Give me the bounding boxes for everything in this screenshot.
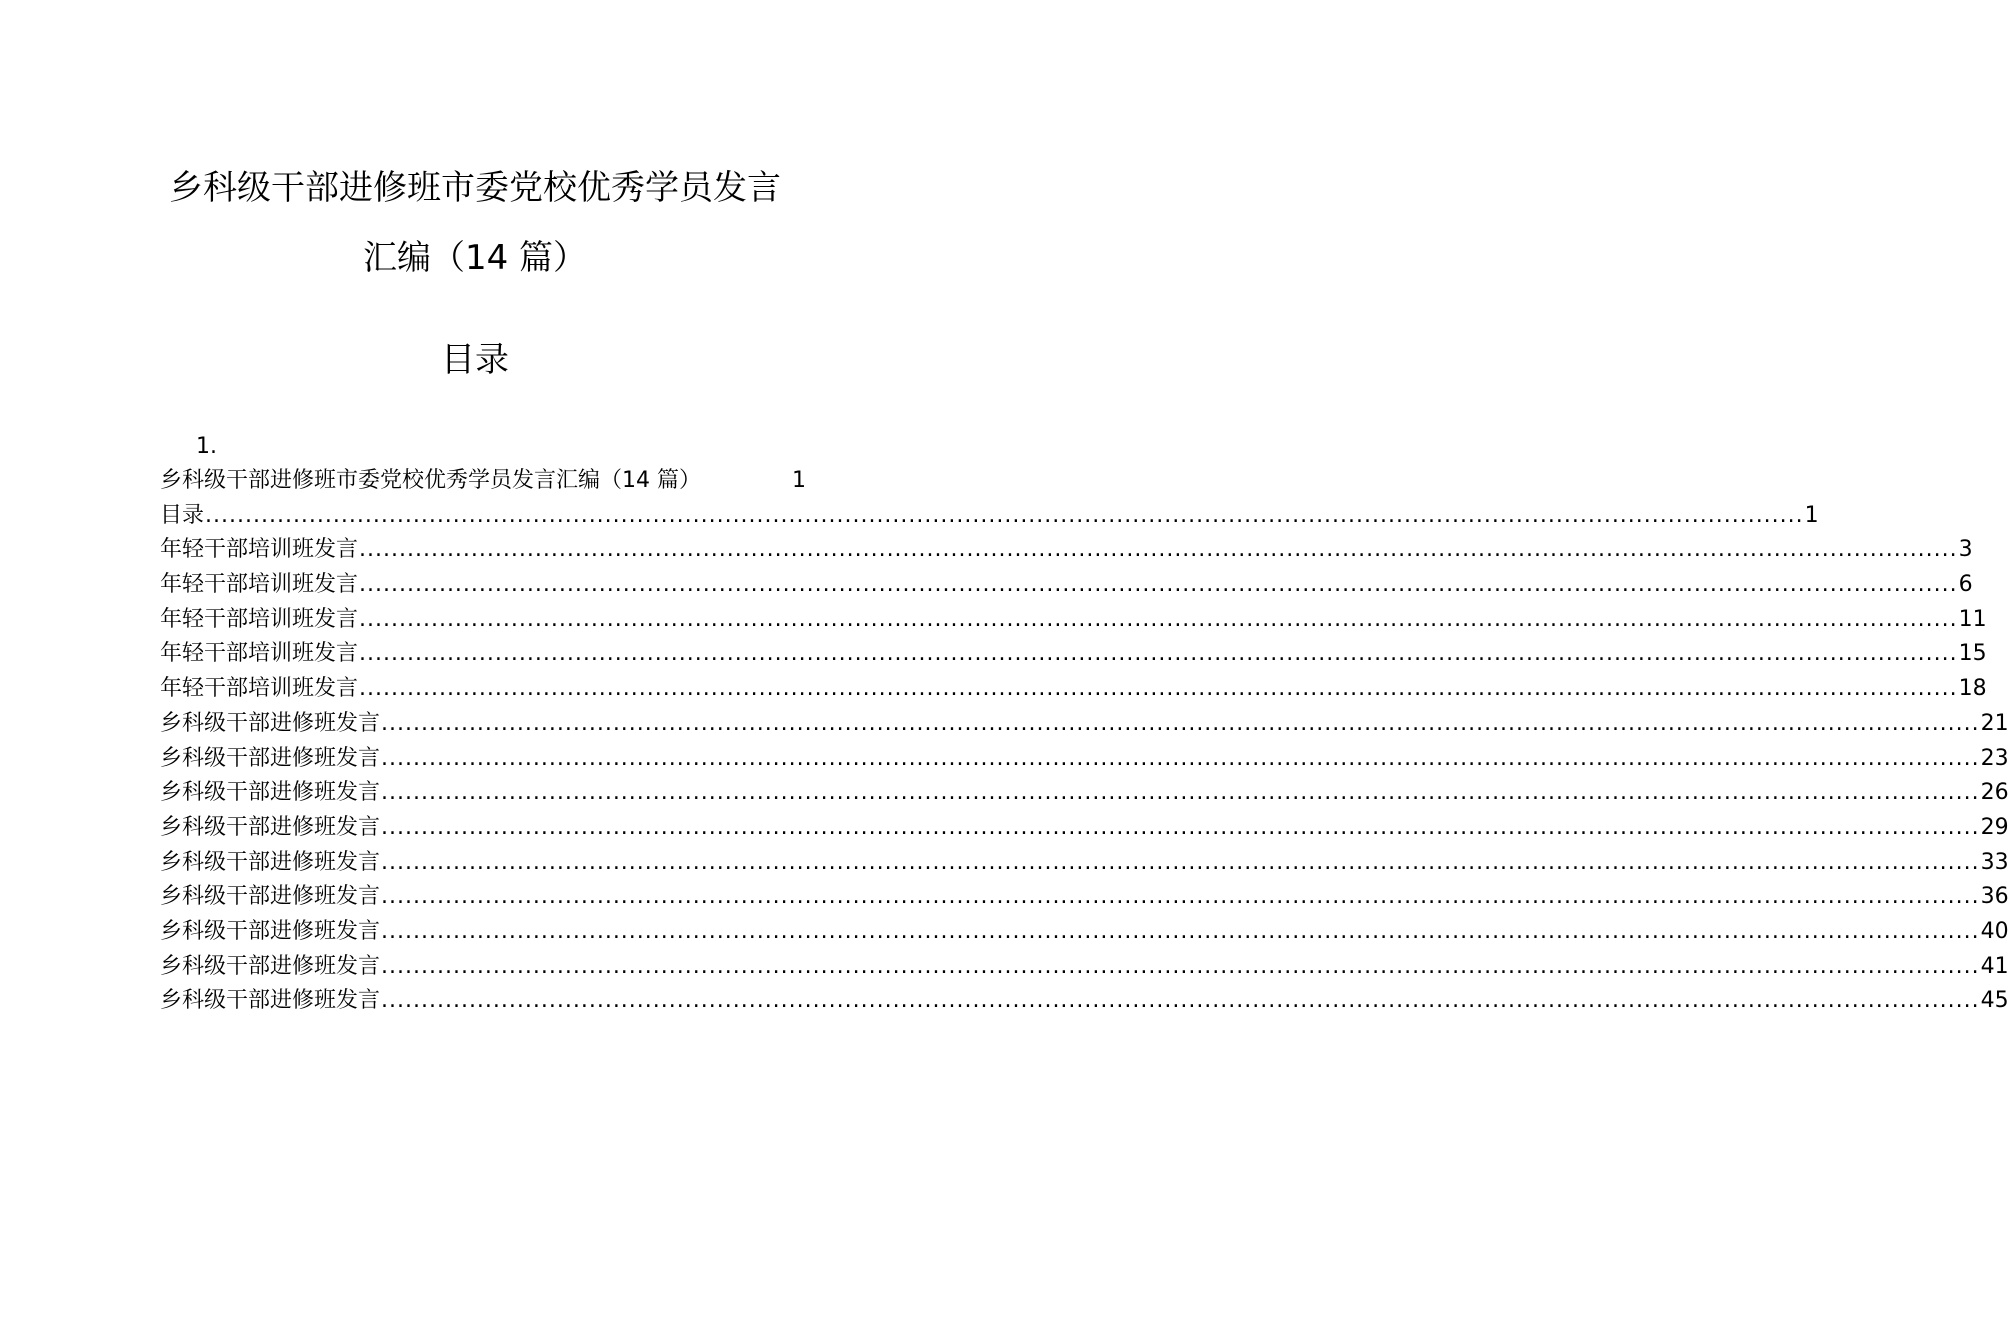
toc-entry[interactable]: [160, 568, 1973, 603]
toc-entry[interactable]: [160, 603, 1987, 638]
toc-entry[interactable]: [160, 742, 2009, 777]
toc-entry[interactable]: [160, 950, 2009, 985]
toc-dot-leader: ........................................................................................................................................................................................................: [205, 502, 1804, 528]
toc-entry-page: 33: [1980, 849, 2009, 875]
toc-entry-label: 乡科级干部进修班市委党校优秀学员发言汇编（14 篇）: [160, 468, 701, 493]
toc-entry-page: 18: [1958, 676, 1987, 702]
toc-entry[interactable]: [160, 846, 2009, 881]
toc-entry-label: 乡科级干部进修班发言: [160, 988, 381, 1014]
toc-dot-leader: ........................................................................................................................................................................................................: [381, 814, 1980, 840]
toc-entry[interactable]: [160, 915, 2009, 950]
toc-entry-page: 45: [1980, 988, 2009, 1014]
toc-entry[interactable]: [160, 880, 2009, 915]
toc-entry-page: 26: [1980, 780, 2009, 806]
toc-entry-page: 36: [1980, 884, 2009, 910]
toc-entry-page: 29: [1980, 814, 2009, 840]
toc-entry-page: 41: [1980, 953, 2009, 979]
toc-heading: 目录: [441, 340, 509, 380]
toc-entry-page: 11: [1958, 606, 1987, 632]
toc-entry-label: 年轻干部培训班发言: [160, 537, 359, 563]
document-title-line2: 汇编（14 篇）: [362, 238, 588, 278]
toc-entry-label: 乡科级干部进修班发言: [160, 710, 381, 736]
toc-entry[interactable]: [160, 811, 2009, 846]
toc-entry-label: 乡科级干部进修班发言: [160, 780, 381, 806]
toc-entry-page: 40: [1980, 918, 2009, 944]
toc-dot-leader: ........................................................................................................................................................................................................: [381, 918, 1980, 944]
toc-entry[interactable]: [160, 984, 2009, 1019]
toc-entry-label: 乡科级干部进修班发言: [160, 745, 381, 771]
toc-dot-leader: ........................................................................................................................................................................................................: [381, 780, 1980, 806]
toc-entry-page: 6: [1958, 572, 1973, 598]
toc-entry[interactable]: [160, 776, 2009, 811]
toc-entry-label: 年轻干部培训班发言: [160, 676, 359, 702]
toc-dot-leader: ........................................................................................................................................................................................................: [381, 988, 1980, 1014]
toc-entry-page: 23: [1980, 745, 2009, 771]
toc-entry-label: 乡科级干部进修班发言: [160, 918, 381, 944]
toc-entry-page: 1: [792, 468, 806, 493]
toc-entry[interactable]: [160, 533, 1973, 568]
toc-entry-label: 乡科级干部进修班发言: [160, 814, 381, 840]
table-of-contents: [160, 464, 2009, 1019]
toc-entry-label: 年轻干部培训班发言: [160, 641, 359, 667]
toc-entry-label: 乡科级干部进修班发言: [160, 953, 381, 979]
toc-entry-label: 年轻干部培训班发言: [160, 572, 359, 598]
toc-entry-label: 乡科级干部进修班发言: [160, 884, 381, 910]
toc-dot-leader: ........................................................................................................................................................................................................: [381, 884, 1980, 910]
toc-dot-leader: ........................................................................................................................................................................................................: [359, 641, 1958, 667]
toc-dot-leader: ........................................................................................................................................................................................................: [381, 710, 1980, 736]
toc-dot-leader: ........................................................................................................................................................................................................: [359, 537, 1958, 563]
toc-entry[interactable]: [160, 464, 806, 499]
toc-dot-leader: ........................................................................................................................................................................................................: [381, 953, 1980, 979]
toc-entry[interactable]: [160, 707, 2009, 742]
document-title-line1: 乡科级干部进修班市委党校优秀学员发言: [169, 168, 781, 208]
toc-entry[interactable]: [160, 499, 1819, 534]
toc-dot-leader: ........................................................................................................................................................................................................: [359, 676, 1958, 702]
toc-entry[interactable]: [160, 672, 1987, 707]
toc-entry-label: 乡科级干部进修班发言: [160, 849, 381, 875]
toc-entry-page: 3: [1958, 537, 1973, 563]
toc-entry[interactable]: [160, 637, 1987, 672]
toc-dot-leader: ........................................................................................................................................................................................................: [359, 572, 1958, 598]
toc-dot-leader: ........................................................................................................................................................................................................: [381, 849, 1980, 875]
list-marker: 1.: [196, 434, 217, 459]
toc-entry-label: 年轻干部培训班发言: [160, 606, 359, 632]
toc-entry-page: 21: [1980, 710, 2009, 736]
toc-entry-label: 目录: [160, 502, 205, 528]
toc-dot-leader: ........................................................................................................................................................................................................: [381, 745, 1980, 771]
toc-dot-leader: ........................................................................................................................................................................................................: [359, 606, 1958, 632]
toc-entry-page: 15: [1958, 641, 1987, 667]
toc-entry-page: 1: [1804, 502, 1819, 528]
